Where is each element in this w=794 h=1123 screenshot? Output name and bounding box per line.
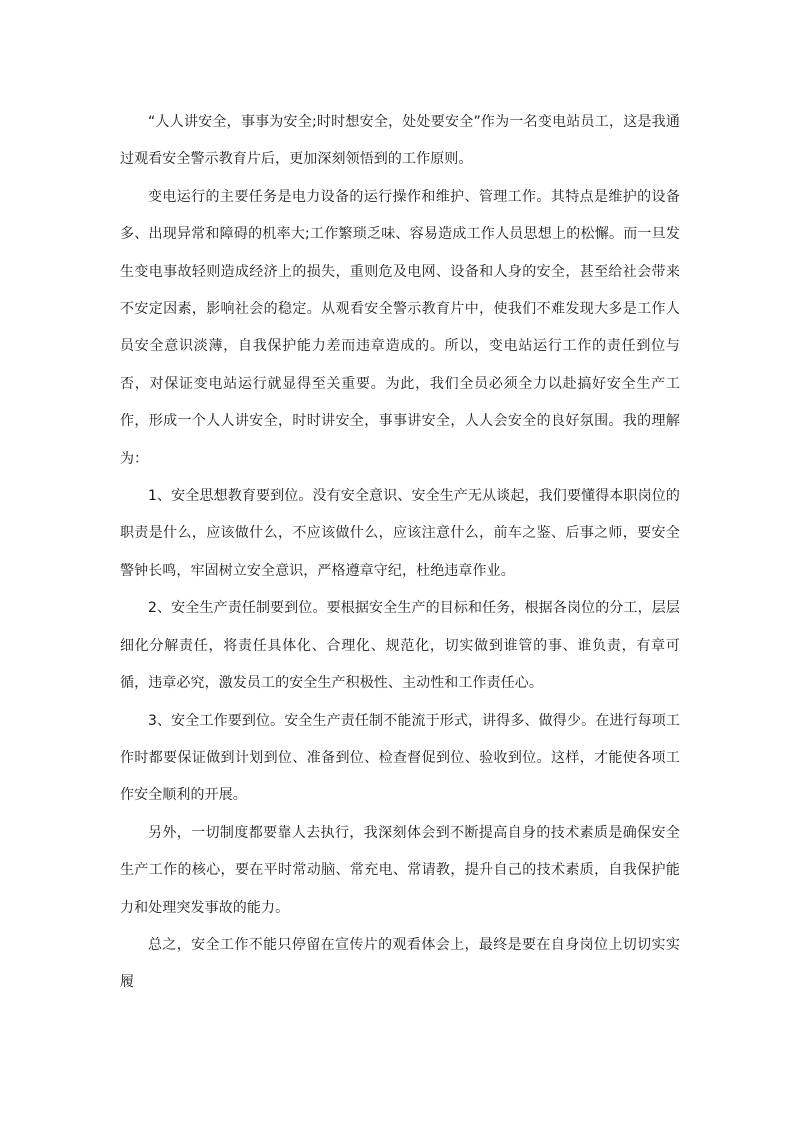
paragraph-point-2: 2、安全生产责任制要到位。要根据安全生产的目标和任务，根据各岗位的分工，层层细化分解责任，将责任具体化、合理化、规范化，切实做到谁管的事、谁负责，有章可循，违章必究，激发员工的安全生产积极性、主动性和工作责任心。 (120, 600, 680, 692)
paragraph-additionally: 另外，一切制度都要靠人去执行，我深刻体会到不断提高自身的技术素质是确保安全生产工作的核心，要在平时常动脑、常充电、常请教，提升自己的技术素质，自我保护能力和处理突发事故的能力。 (120, 824, 680, 916)
document-body (120, 104, 680, 1002)
paragraph-conclusion: 总之，安全工作不能只停留在宣传片的观看体会上，最终是要在自身岗位上切切实实履 (120, 936, 680, 991)
paragraph-intro: “人人讲安全，事事为安全;时时想安全，处处要安全”作为一名变电站员工，这是我通过观看安全警示教育片后，更加深刻领悟到的工作原则。 (120, 114, 680, 168)
paragraph-point-1: 1、安全思想教育要到位。没有安全意识、安全生产无从谈起，我们要懂得本职岗位的职责是什么，应该做什么，不应该做什么，应该注意什么，前车之鉴、后事之师，要安全警钟长鸣，牢固树立安全意识，严格遵章守纪，杜绝违章作业。 (120, 488, 680, 579)
paragraph-main-tasks: 变电运行的主要任务是电力设备的运行操作和维护、管理工作。其特点是维护的设备多、出现异常和障碍的机率大;工作繁琐乏味、容易造成工作人员思想上的松懈。而一旦发生变电事故轻则造成经济上的损失，重则危及电网、设备和人身的安全，甚至给社会带来不安定因素，影响社会的稳定。从观看安全警示教育片中，使我们不难发现大多是工作人员安全意识淡薄，自我保护能力差而违章造成的。所以，变电站运行工作的责任到位与否，对保证变电站运行就显得至关重要。为此，我们全员必须全力以赴搞好安全生产工作，形成一个人人讲安全，时时讲安全，事事讲安全，人人会安全的良好氛围。我的理解为： (120, 188, 680, 467)
paragraph-point-3: 3、安全工作要到位。安全生产责任制不能流于形式，讲得多、做得少。在进行每项工作时都要保证做到计划到位、准备到位、检查督促到位、验收到位。这样，才能使各项工作安全顺利的开展。 (120, 712, 680, 804)
